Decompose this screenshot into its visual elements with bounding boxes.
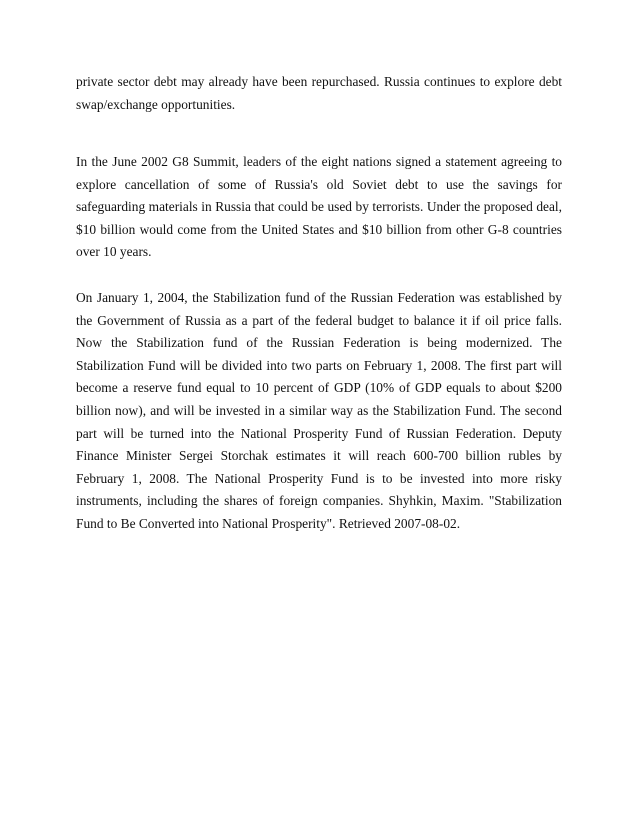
paragraph-g8-summit: In the June 2002 G8 Summit, leaders of the eight nations signed a statement agreeing to explore cancellation of some of Russia's old Soviet debt to use the savings for safeguarding materials in Russia that could be used by terrorists. Under the proposed deal, $10 billion would come from the United States and $10 billion from other G-8 countries over 10 years.	[76, 154, 562, 260]
paragraph-debt-swap: private sector debt may already have been repurchased. Russia continues to explore debt swap/exchange opportunities.	[76, 74, 562, 112]
paragraph-stabilization-fund: On January 1, 2004, the Stabilization fund of the Russian Federation was established by the Government of Russia as a part of the federal budget to balance it if oil price falls. Now the Stabilization fund of the Russian Federation is being modernized. The Stabilization Fund will be divided into two parts on February 1, 2008. The first part will become a reserve fund equal to 10 percent of GDP (10% of GDP equals to about $200 billion now), and will be invested in a similar way as the Stabilization Fund. The second part will be turned into the National Prosperity Fund of Russian Federation. Deputy Finance Minister Sergei Storchak estimates it will reach 600-700 billion rubles by February 1, 2008. The National Prosperity Fund is to be invested into more risky instruments, including the shares of foreign companies. Shyhkin, Maxim. "Stabilization Fund to Be Converted into National Prosperity". Retrieved 2007-08-02.	[76, 290, 562, 531]
